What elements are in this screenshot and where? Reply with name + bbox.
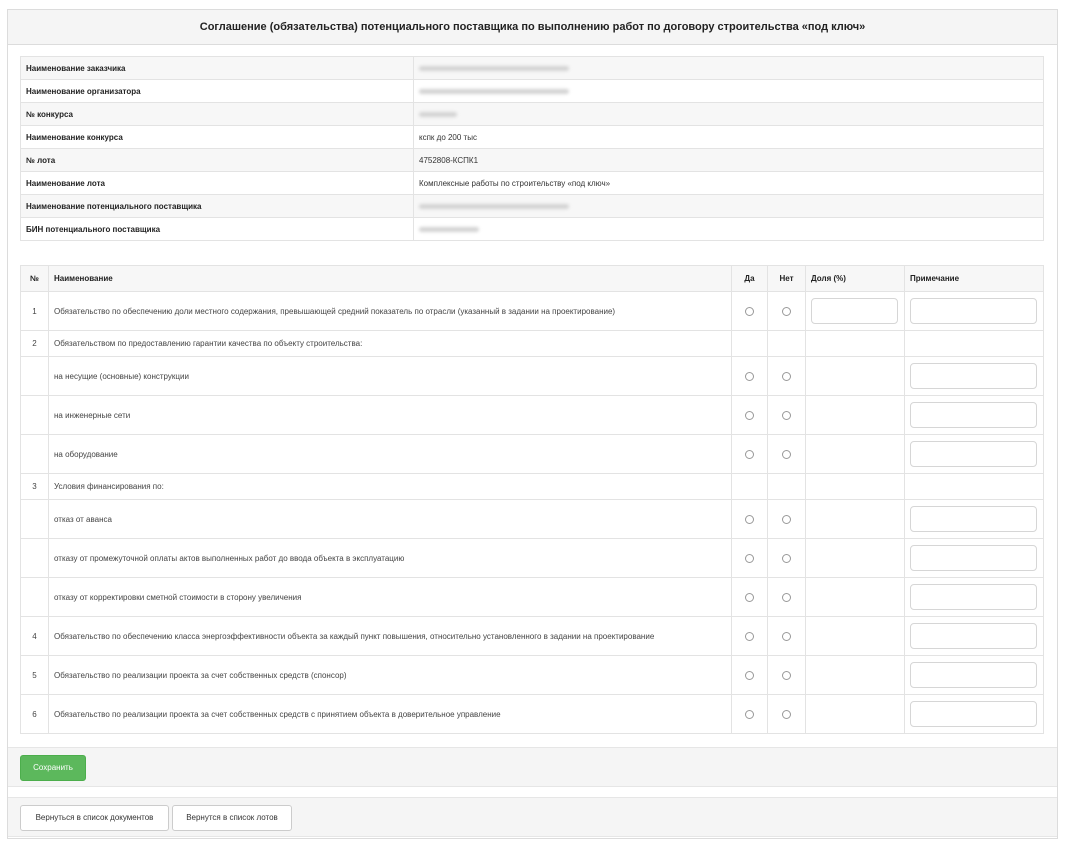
info-label: № лота bbox=[21, 149, 414, 172]
note-cell bbox=[905, 292, 1044, 331]
yes-radio[interactable] bbox=[745, 411, 754, 420]
yes-radio[interactable] bbox=[745, 593, 754, 602]
yes-radio-cell bbox=[732, 292, 768, 331]
no-radio[interactable] bbox=[782, 372, 791, 381]
note-input[interactable] bbox=[910, 545, 1037, 571]
row-text: Обязательством по предоставлению гарантии качества по объекту строительства: bbox=[49, 331, 732, 357]
no-radio[interactable] bbox=[782, 554, 791, 563]
note-input[interactable] bbox=[910, 402, 1037, 428]
save-toolbar bbox=[8, 747, 1057, 787]
table-row-group bbox=[21, 331, 1044, 357]
info-row-contest-number bbox=[21, 103, 1044, 126]
info-row-customer bbox=[21, 57, 1044, 80]
info-row-contest-name bbox=[21, 126, 1044, 149]
table-row bbox=[21, 578, 1044, 617]
yes-radio[interactable] bbox=[745, 671, 754, 680]
row-text: на несущие (основные) конструкции bbox=[49, 357, 732, 396]
info-value: кспк до 200 тыс bbox=[414, 126, 1044, 149]
share-cell bbox=[806, 292, 905, 331]
row-text: отказ от аванса bbox=[49, 500, 732, 539]
yes-radio[interactable] bbox=[745, 307, 754, 316]
info-row-organizer bbox=[21, 80, 1044, 103]
table-header-row bbox=[21, 266, 1044, 292]
info-value-redacted bbox=[414, 218, 1044, 241]
note-input[interactable] bbox=[910, 298, 1037, 324]
info-value-redacted bbox=[414, 57, 1044, 80]
no-radio[interactable] bbox=[782, 515, 791, 524]
yes-radio[interactable] bbox=[745, 372, 754, 381]
table-row bbox=[21, 500, 1044, 539]
info-label: № конкурса bbox=[21, 103, 414, 126]
info-label: БИН потенциального поставщика bbox=[21, 218, 414, 241]
yes-radio[interactable] bbox=[745, 450, 754, 459]
no-radio[interactable] bbox=[782, 632, 791, 641]
save-button[interactable]: Сохранить bbox=[20, 755, 86, 781]
yes-radio[interactable] bbox=[745, 554, 754, 563]
no-radio[interactable] bbox=[782, 710, 791, 719]
info-value: Комплексные работы по строительству «под ключ» bbox=[414, 172, 1044, 195]
table-row bbox=[21, 292, 1044, 331]
table-row bbox=[21, 656, 1044, 695]
table-row bbox=[21, 435, 1044, 474]
info-label: Наименование потенциального поставщика bbox=[21, 195, 414, 218]
page-title: Соглашение (обязательства) потенциального поставщика по выполнению работ по договору строительства «под ключ» bbox=[8, 10, 1057, 45]
row-number: 2 bbox=[21, 331, 49, 357]
col-header-note: Примечание bbox=[905, 266, 1044, 292]
row-text: отказу от промежуточной оплаты актов выполненных работ до ввода объекта в эксплуатацию bbox=[49, 539, 732, 578]
row-text: Обязательство по обеспечению класса энергоэффективности объекта за каждый пункт повышения, относительно установленного в задании на проектирование bbox=[49, 617, 732, 656]
note-input[interactable] bbox=[910, 623, 1037, 649]
yes-radio[interactable] bbox=[745, 710, 754, 719]
info-value-redacted bbox=[414, 80, 1044, 103]
back-to-documents-button[interactable]: Вернуться в список документов bbox=[20, 805, 169, 831]
agreement-panel bbox=[7, 9, 1058, 839]
no-radio[interactable] bbox=[782, 411, 791, 420]
row-text: Обязательство по реализации проекта за счет собственных средств (спонсор) bbox=[49, 656, 732, 695]
info-label: Наименование организатора bbox=[21, 80, 414, 103]
col-header-no: Нет bbox=[768, 266, 806, 292]
info-label: Наименование лота bbox=[21, 172, 414, 195]
col-header-name: Наименование bbox=[49, 266, 732, 292]
row-number: 4 bbox=[21, 617, 49, 656]
row-number: 3 bbox=[21, 474, 49, 500]
share-input[interactable] bbox=[811, 298, 898, 324]
col-header-yes: Да bbox=[732, 266, 768, 292]
info-row-supplier-bin bbox=[21, 218, 1044, 241]
note-input[interactable] bbox=[910, 584, 1037, 610]
row-number: 5 bbox=[21, 656, 49, 695]
info-row-lot-number bbox=[21, 149, 1044, 172]
note-input[interactable] bbox=[910, 441, 1037, 467]
note-input[interactable] bbox=[910, 662, 1037, 688]
note-input[interactable] bbox=[910, 506, 1037, 532]
info-row-lot-name bbox=[21, 172, 1044, 195]
info-value: 4752808-КСПК1 bbox=[414, 149, 1044, 172]
row-text: Обязательство по обеспечению доли местного содержания, превышающей средний показатель по отрасли (указанный в задании на проектирование) bbox=[49, 292, 732, 331]
row-text: на инженерные сети bbox=[49, 396, 732, 435]
info-label: Наименование конкурса bbox=[21, 126, 414, 149]
note-input[interactable] bbox=[910, 701, 1037, 727]
row-text: отказу от корректировки сметной стоимости в сторону увеличения bbox=[49, 578, 732, 617]
navigation-toolbar bbox=[8, 797, 1057, 837]
row-number: 6 bbox=[21, 695, 49, 734]
table-row bbox=[21, 357, 1044, 396]
info-label: Наименование заказчика bbox=[21, 57, 414, 80]
table-row bbox=[21, 396, 1044, 435]
yes-radio[interactable] bbox=[745, 515, 754, 524]
no-radio[interactable] bbox=[782, 671, 791, 680]
no-radio[interactable] bbox=[782, 307, 791, 316]
info-value-redacted bbox=[414, 103, 1044, 126]
row-text: Обязательство по реализации проекта за счет собственных средств с принятием объекта в доверительное управление bbox=[49, 695, 732, 734]
no-radio[interactable] bbox=[782, 450, 791, 459]
row-text: Условия финансирования по: bbox=[49, 474, 732, 500]
note-input[interactable] bbox=[910, 363, 1037, 389]
info-value-redacted bbox=[414, 195, 1044, 218]
col-header-share: Доля (%) bbox=[806, 266, 905, 292]
back-to-lots-button[interactable]: Вернутся в список лотов bbox=[172, 805, 292, 831]
info-row-supplier-name bbox=[21, 195, 1044, 218]
obligations-table bbox=[20, 265, 1044, 734]
row-number: 1 bbox=[21, 292, 49, 331]
no-radio-cell bbox=[768, 292, 806, 331]
table-row-group bbox=[21, 474, 1044, 500]
info-table bbox=[20, 56, 1044, 241]
table-row bbox=[21, 539, 1044, 578]
yes-radio[interactable] bbox=[745, 632, 754, 641]
col-header-num: № bbox=[21, 266, 49, 292]
table-row bbox=[21, 617, 1044, 656]
row-text: на оборудование bbox=[49, 435, 732, 474]
no-radio[interactable] bbox=[782, 593, 791, 602]
table-row bbox=[21, 695, 1044, 734]
